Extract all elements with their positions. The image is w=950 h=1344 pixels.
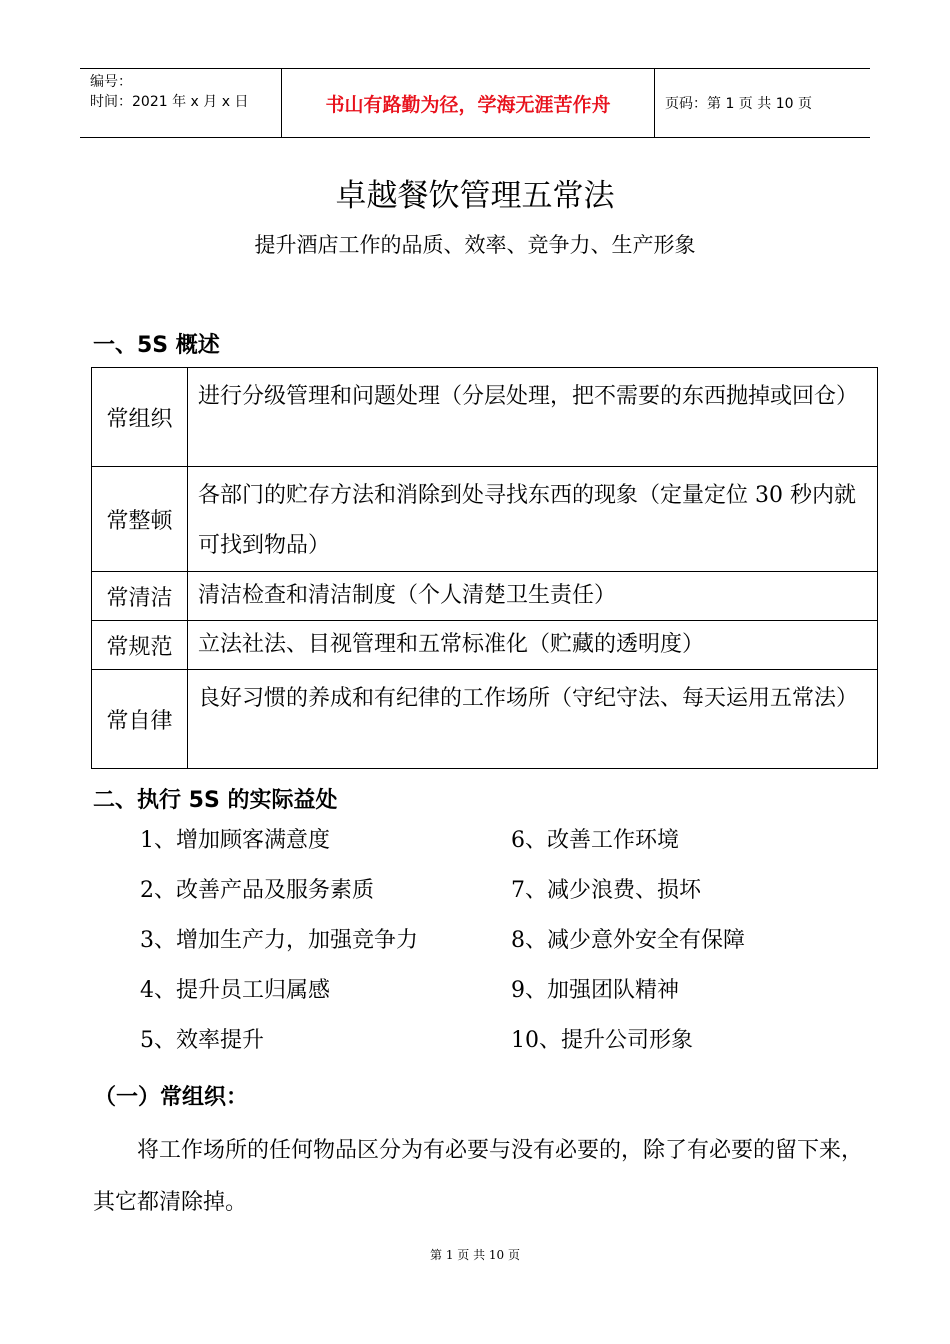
list-item: 9、加强团队精神 — [511, 978, 679, 1003]
table-row — [92, 467, 878, 572]
row-key: 常组织 — [92, 368, 188, 467]
list-item: 3、增加生产力，加强竞争力 — [140, 928, 418, 953]
list-item: 10、提升公司形象 — [511, 1028, 693, 1053]
list-item: 5、效率提升 — [140, 1028, 264, 1053]
list-item: 1、增加顾客满意度 — [140, 828, 330, 853]
row-value: 清洁检查和清洁制度（个人清楚卫生责任） — [188, 572, 878, 621]
header-motto: 书山有路勤为径，学海无涯苦作舟 — [282, 69, 655, 137]
five-s-table — [91, 367, 878, 769]
row-value: 立法社法、目视管理和五常标准化（贮藏的透明度） — [188, 621, 878, 670]
page-subtitle: 提升酒店工作的品质、效率、竞争力、生产形象 — [254, 233, 696, 257]
date-label: 时间：2021 年 x 月 x 日 — [90, 94, 249, 110]
list-item: 6、改善工作环境 — [511, 828, 679, 853]
table-row — [92, 670, 878, 769]
table-row — [92, 572, 878, 621]
row-value: 进行分级管理和问题处理（分层处理，把不需要的东西抛掉或回仓） — [188, 368, 878, 467]
list-item: 2、改善产品及服务素质 — [140, 878, 374, 903]
header-table — [80, 68, 870, 138]
list-item: 4、提升员工归属感 — [140, 978, 330, 1003]
list-item: 7、减少浪费、损坏 — [511, 878, 701, 903]
body-paragraph: 将工作场所的任何物品区分为有必要与没有必要的，除了有必要的留下来，其它都清除掉。 — [93, 1138, 864, 1215]
list-item: 8、减少意外安全有保障 — [511, 928, 745, 953]
row-value: 各部门的贮存方法和消除到处寻找东西的现象（定量定位 30 秒内就可找到物品） — [188, 467, 878, 572]
table-row — [92, 368, 878, 467]
page-footer: 第 1 页 共 10 页 — [430, 1248, 520, 1262]
row-value: 良好习惯的养成和有纪律的工作场所（守纪守法、每天运用五常法） — [188, 670, 878, 769]
page-title: 卓越餐饮管理五常法 — [335, 178, 615, 214]
section-heading-benefits: 二、执行 5S 的实际益处 — [93, 788, 338, 813]
row-key: 常规范 — [92, 621, 188, 670]
row-key: 常自律 — [92, 670, 188, 769]
row-key: 常整顿 — [92, 467, 188, 572]
header-meta-cell — [80, 69, 282, 137]
number-label: 编号： — [90, 74, 132, 90]
section-heading-overview: 一、5S 概述 — [93, 333, 220, 358]
table-row — [92, 621, 878, 670]
subsection-heading: （一）常组织： — [94, 1085, 249, 1110]
row-key: 常清洁 — [92, 572, 188, 621]
header-page-label: 页码：第 1 页 共 10 页 — [665, 96, 812, 112]
